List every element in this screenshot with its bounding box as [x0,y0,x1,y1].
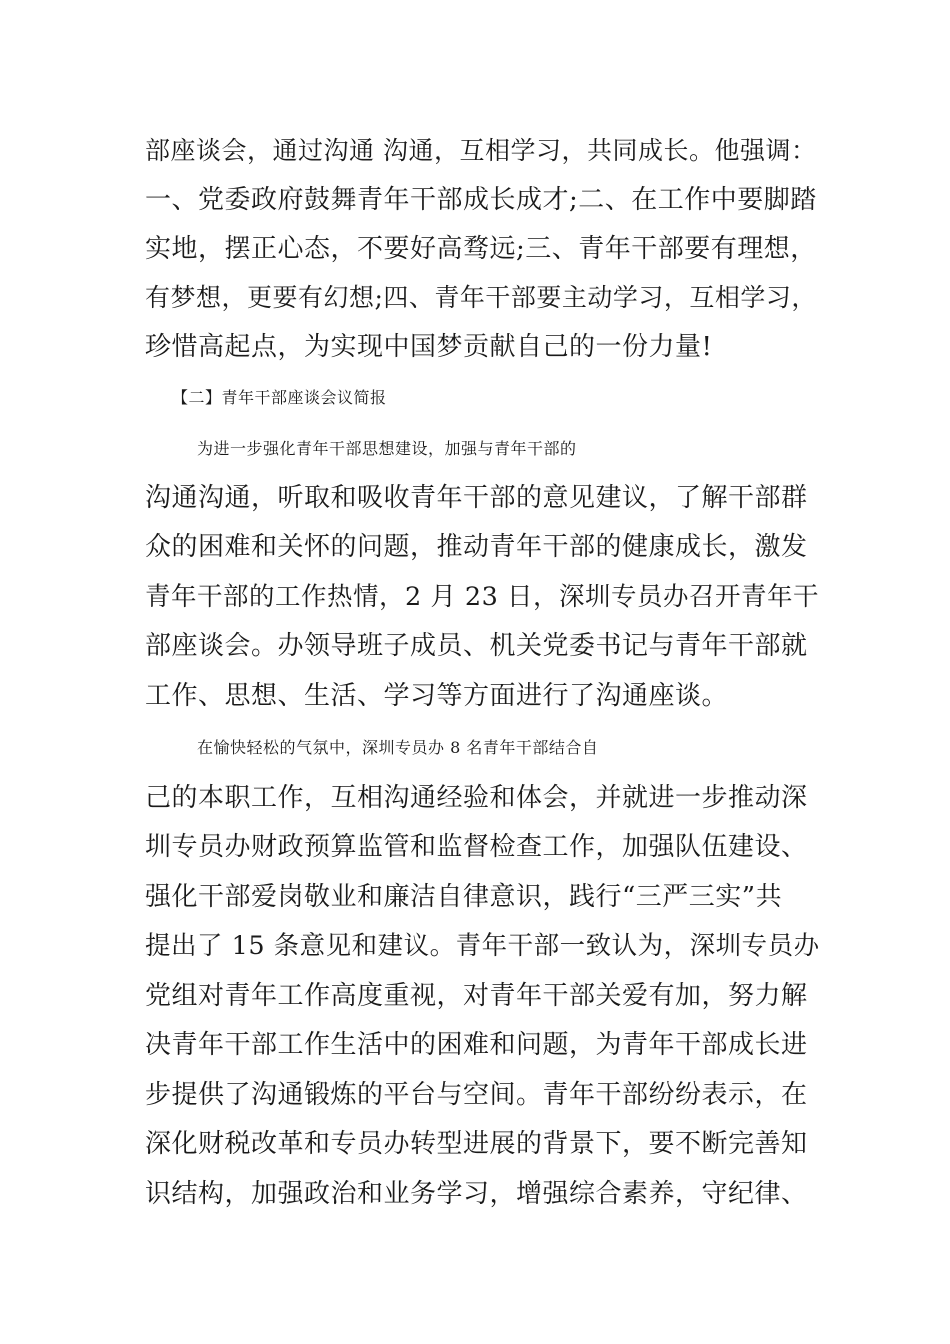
paragraph-first-line: 为进一步强化青年干部思想建设，加强与青年干部的 [197,439,577,458]
text-line: 珍惜高起点，为实现中国梦贡献自己的一份力量! [145,332,713,362]
text-line: 决青年干部工作生活中的困难和问题，为青年干部成长进 [145,1030,808,1060]
text-line: 沟通沟通，听取和吸收青年干部的意见建议，了解干部群 [145,483,808,513]
text-line: 提出了 15 条意见和建议。青年干部一致认为，深圳专员办 [145,931,820,961]
text-line: 有梦想，更要有幻想;四、青年干部要主动学习，互相学习， [145,283,817,312]
text-line: 部座谈会，通过沟通 沟通，互相学习，共同成长。他强调： [145,136,817,165]
text-line: 深化财税改革和专员办转型进展的背景下，要不断完善知 [145,1129,808,1159]
paragraph-first-line: 在愉快轻松的气氛中，深圳专员办 8 名青年干部结合自 [197,738,599,757]
text-line: 强化干部爱岗敬业和廉洁自律意识，践行“三严三实”共 [145,882,783,912]
text-line: 识结构，加强政治和业务学习，增强综合素养，守纪律、 [145,1179,808,1209]
text-line: 步提供了沟通锻炼的平台与空间。青年干部纷纷表示，在 [145,1080,808,1110]
section-heading: 【二】青年干部座谈会议简报 [172,388,387,407]
text-line: 众的困难和关怀的问题，推动青年干部的健康成长，激发 [145,532,808,562]
text-line: 青年干部的工作热情，2 月 23 日，深圳专员办召开青年干 [145,582,819,612]
text-line: 实地，摆正心态，不要好高骛远;三、青年干部要有理想， [145,234,817,264]
text-line: 己的本职工作，互相沟通经验和体会，并就进一步推动深 [145,783,808,813]
text-line: 部座谈会。办领导班子成员、机关党委书记与青年干部就 [145,631,808,661]
text-line: 一、党委政府鼓舞青年干部成长成才;二、在工作中要脚踏 [145,185,817,215]
text-line: 工作、思想、生活、学习等方面进行了沟通座谈。 [145,681,729,711]
text-line: 党组对青年工作高度重视，对青年干部关爱有加，努力解 [145,981,808,1011]
text-line: 圳专员办财政预算监管和监督检查工作，加强队伍建设、 [145,832,808,862]
